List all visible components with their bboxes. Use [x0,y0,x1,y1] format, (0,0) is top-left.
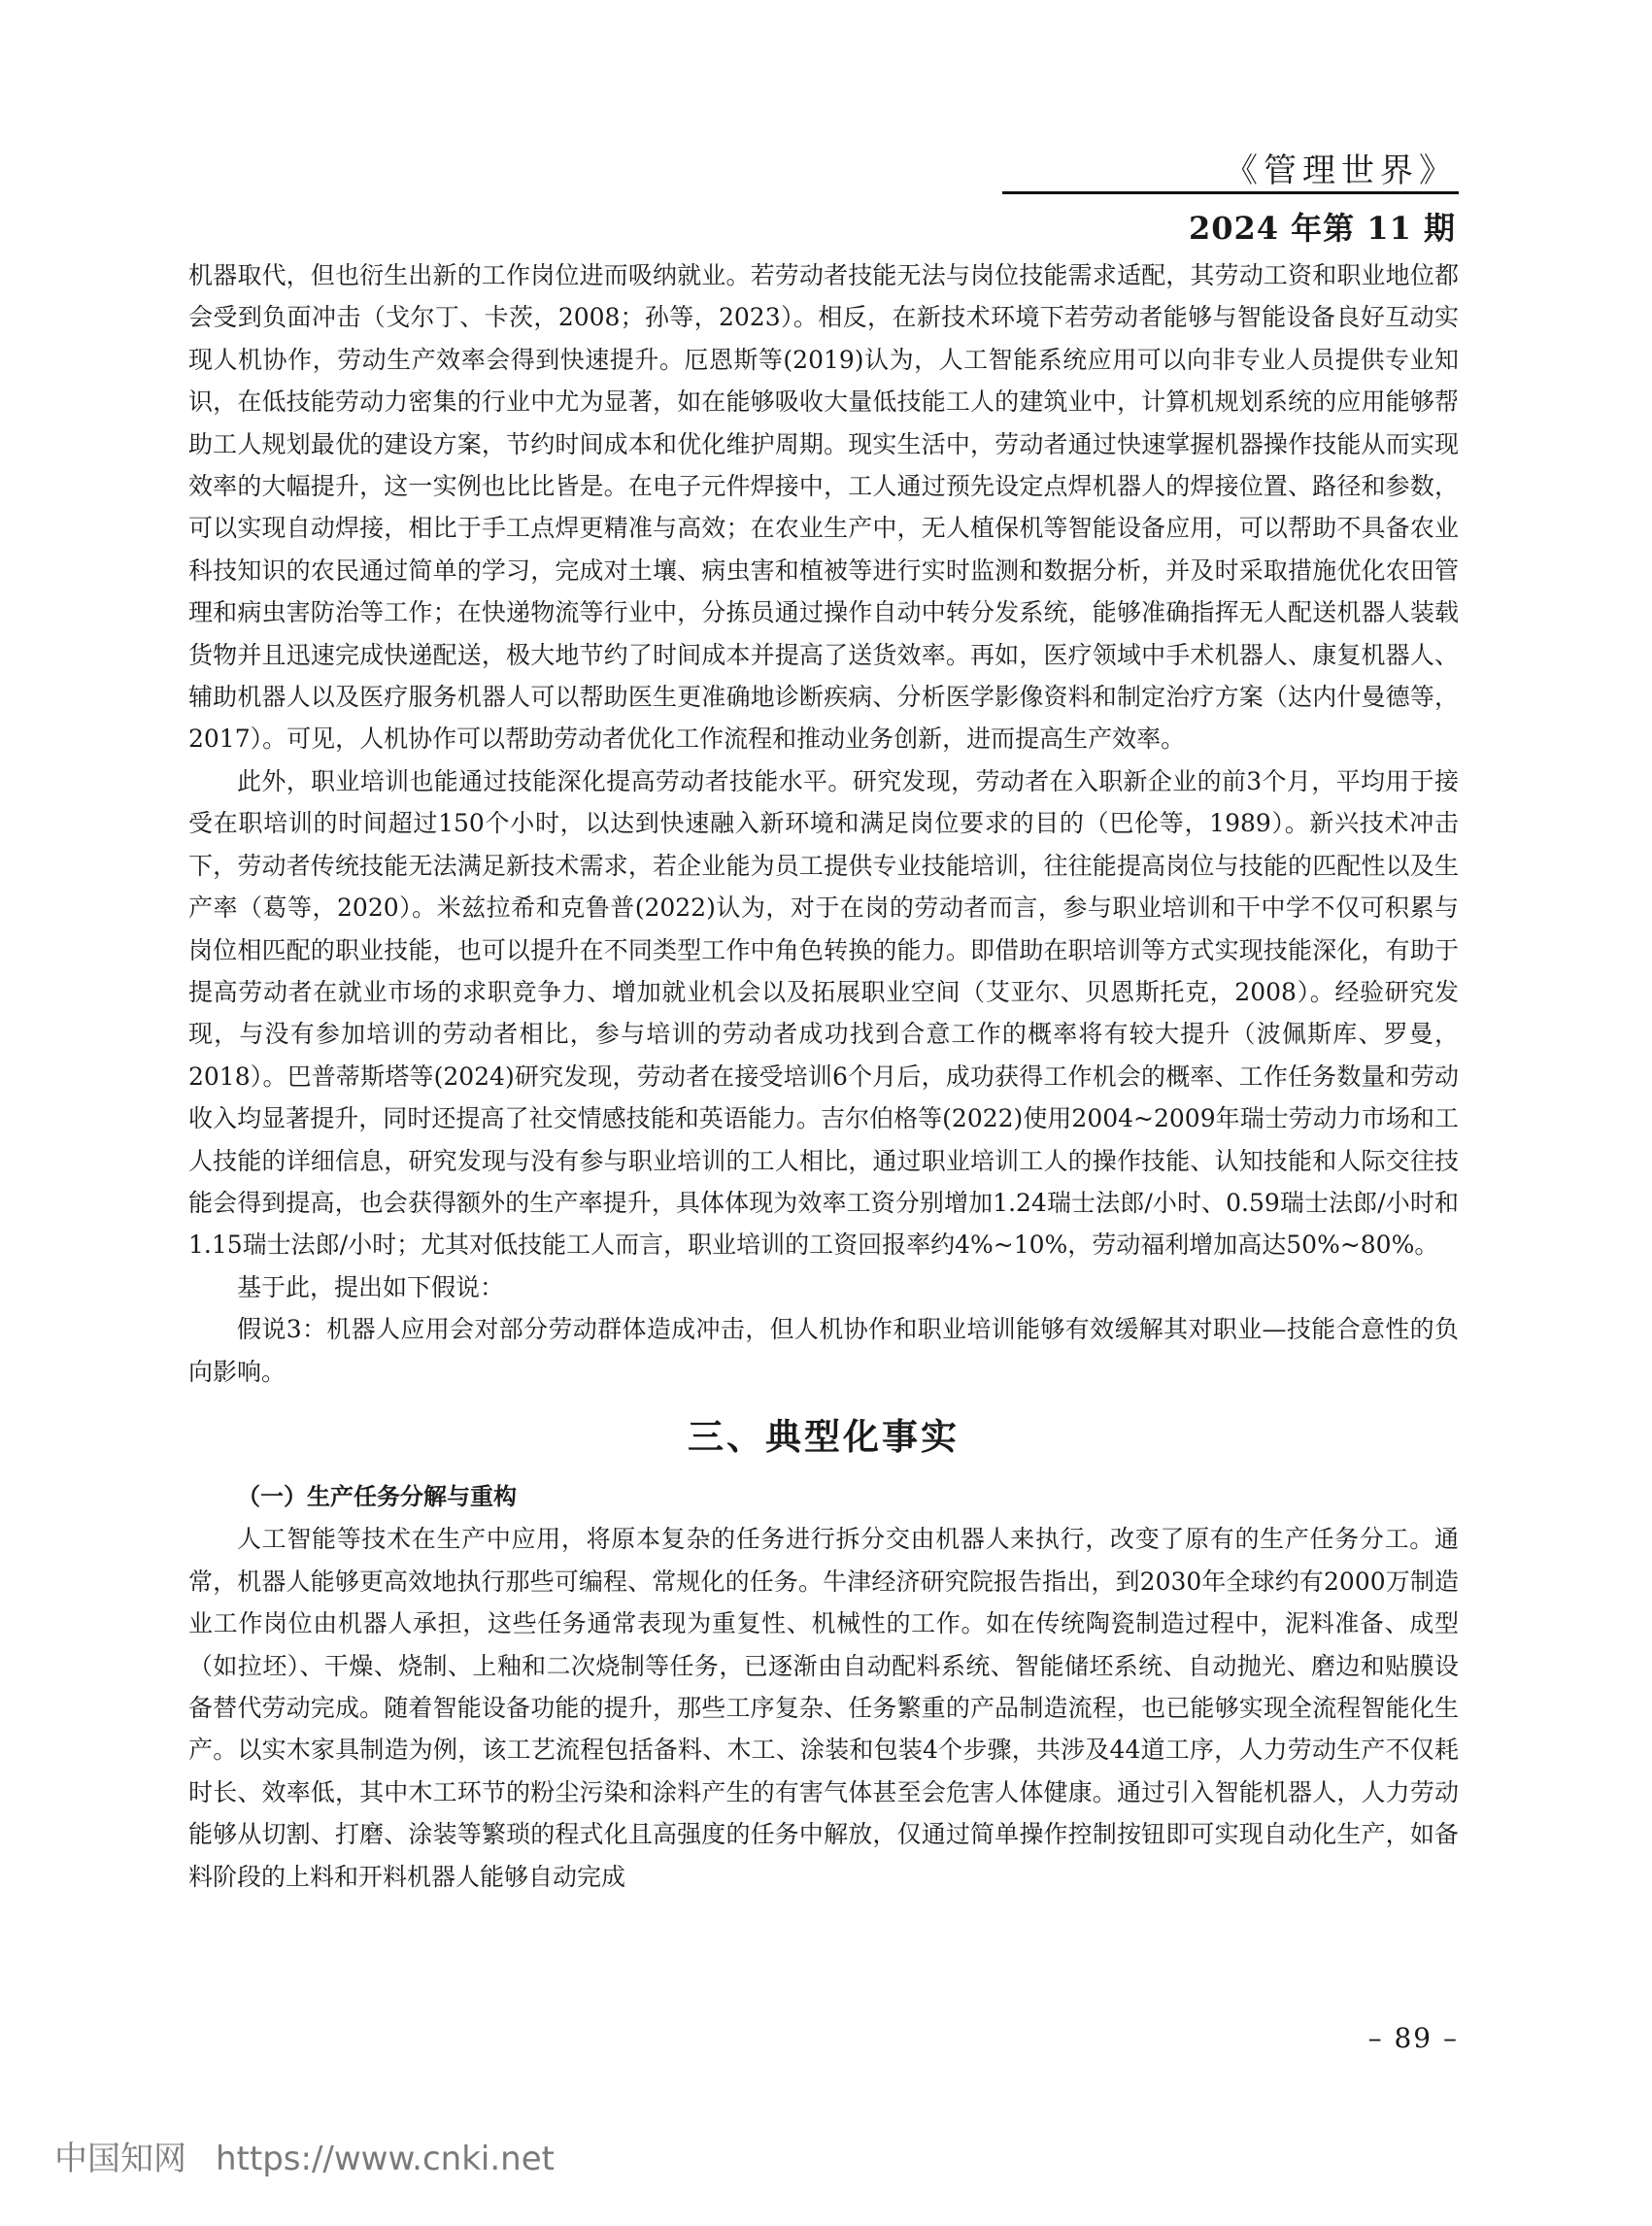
page-number: – 89 – [1367,2022,1459,2054]
subsection-title: （一）生产任务分解与重构 [237,1482,517,1510]
hypothesis-3: 假说3：机器人应用会对部分劳动群体造成冲击，但人机协作和职业培训能够有效缓解其对职业—技能合意性的负向影响。 [188,1315,1459,1386]
section-title: 三、典型化事实 [688,1415,960,1458]
issue-label: 2024 年第 11 期 [1188,210,1456,247]
journal-name: 《管理世界》 [1225,152,1458,190]
watermark [54,2132,555,2179]
paragraph-5: 人工智能等技术在生产中应用，将原本复杂的任务进行拆分交由机器人来执行，改变了原有的生产任务分工。通常，机器人能够更高效地执行那些可编程、常规化的任务。牛津经济研究院报告指出，到2030年全球约有2000万制造业工作岗位由机器人承担，这些任务通常表现为重复性、机械性的工作。如在传统陶瓷制造过程中，泥料准备、成型（如拉坯）、干燥、烧制、上釉和二次烧制等任务，已逐渐由自动配料系统、智能储坯系统、自动抛光、磨边和贴膜设备替代劳动完成。随着智能设备功能的提升，那些工序复杂、任务繁重的产品制造流程，也已能够实现全流程智能化生产。以实木家具制造为例，该工艺流程包括备料、木工、涂装和包装4个步骤，共涉及44道工序，人力劳动生产不仅耗时长、效率低，其中木工环节的粉尘污染和涂料产生的有害气体甚至会危害人体健康。通过引入智能机器人，人力劳动能够从切割、打磨、涂装等繁琐的程式化且高强度的任务中解放，仅通过简单操作控制按钮即可实现自动化生产，如备料阶段的上料和开料机器人能够自动完成 [188,1525,1459,1891]
watermark-brand: 中国知网 [54,2140,186,2178]
paragraph-3: 基于此，提出如下假说： [237,1272,505,1301]
watermark-url: https://www.cnki.net [216,2140,555,2178]
header-rule [1002,191,1459,194]
paragraph-1: 机器取代，但也衍生出新的工作岗位进而吸纳就业。若劳动者技能无法与岗位技能需求适配，其劳动工资和职业地位都会受到负面冲击（戈尔丁、卡茨，2008；孙等，2023）。相反，在新技术环境下若劳动者能够与智能设备良好互动实现人机协作，劳动生产效率会得到快速提升。厄恩斯等(2019)认为，人工智能系统应用可以向非专业人员提供专业知识，在低技能劳动力密集的行业中尤为显著，如在能够吸收大量低技能工人的建筑业中，计算机规划系统的应用能够帮助工人规划最优的建设方案，节约时间成本和优化维护周期。现实生活中，劳动者通过快速掌握机器操作技能从而实现效率的大幅提升，这一实例也比比皆是。在电子元件焊接中，工人通过预先设定点焊机器人的焊接位置、路径和参数，可以实现自动焊接，相比于手工点焊更精准与高效；在农业生产中，无人植保机等智能设备应用，可以帮助不具备农业科技知识的农民通过简单的学习，完成对土壤、病虫害和植被等进行实时监测和数据分析，并及时采取措施优化农田管理和病虫害防治等工作；在快递物流等行业中，分拣员通过操作自动中转分发系统，能够准确指挥无人配送机器人装载货物并且迅速完成快递配送，极大地节约了时间成本并提高了送货效率。再如，医疗领域中手术机器人、康复机器人、辅助机器人以及医疗服务机器人可以帮助医生更准确地诊断疾病、分析医学影像资料和制定治疗方案（达内什曼德等，2017）。可见，人机协作可以帮助劳动者优化工作流程和推动业务创新，进而提高生产效率。 [188,261,1459,754]
article-body [188,254,1459,1898]
paragraph-2: 此外，职业培训也能通过技能深化提高劳动者技能水平。研究发现，劳动者在入职新企业的前3个月，平均用于接受在职培训的时间超过150个小时，以达到快速融入新环境和满足岗位要求的目的（巴伦等，1989）。新兴技术冲击下，劳动者传统技能无法满足新技术需求，若企业能为员工提供专业技能培训，往往能提高岗位与技能的匹配性以及生产率（葛等，2020）。米兹拉希和克鲁普(2022)认为，对于在岗的劳动者而言，参与职业培训和干中学不仅可积累与岗位相匹配的职业技能，也可以提升在不同类型工作中角色转换的能力。即借助在职培训等方式实现技能深化，有助于提高劳动者在就业市场的求职竞争力、增加就业机会以及拓展职业空间（艾亚尔、贝恩斯托克，2008）。经验研究发现，与没有参加培训的劳动者相比，参与培训的劳动者成功找到合意工作的概率将有较大提升（波佩斯库、罗曼，2018）。巴普蒂斯塔等(2024)研究发现，劳动者在接受培训6个月后，成功获得工作机会的概率、工作任务数量和劳动收入均显著提升，同时还提高了社交情感技能和英语能力。吉尔伯格等(2022)使用2004~2009年瑞士劳动力市场和工人技能的详细信息，研究发现与没有参与职业培训的工人相比，通过职业培训工人的操作技能、认知技能和人际交往技能会得到提高，也会获得额外的生产率提升，具体体现为效率工资分别增加1.24瑞士法郎/小时、0.59瑞士法郎/小时和1.15瑞士法郎/小时；尤其对低技能工人而言，职业培训的工资回报率约4%~10%，劳动福利增加高达50%~80%。 [188,766,1459,1260]
